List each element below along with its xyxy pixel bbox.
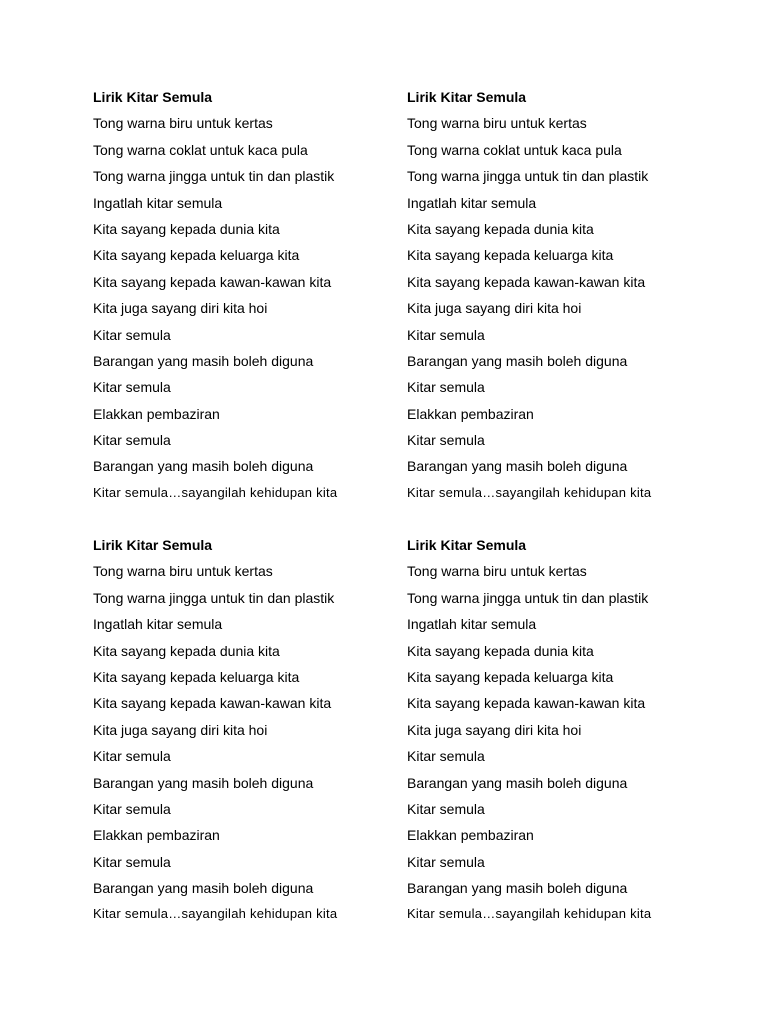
lyric-line: Kitar semula…sayangilah kehidupan kita bbox=[93, 906, 338, 922]
lyric-line: Tong warna coklat untuk kaca pula bbox=[93, 141, 308, 158]
lyric-line: Ingatlah kitar semula bbox=[93, 194, 223, 211]
lyric-line: Tong warna jingga untuk tin dan plastik bbox=[93, 589, 335, 606]
lyric-line: Elakkan pembaziran bbox=[407, 827, 534, 844]
lyric-line: Kitar semula…sayangilah kehidupan kita bbox=[93, 484, 338, 500]
lyric-line: Kita sayang kepada kawan-kawan kita bbox=[93, 273, 332, 290]
lyric-line: Kitar semula bbox=[93, 326, 171, 343]
lyric-line: Kita sayang kepada kawan-kawan kita bbox=[407, 273, 646, 290]
lyric-line: Kitar semula…sayangilah kehidupan kita bbox=[407, 906, 652, 922]
lyric-line: Kitar semula bbox=[407, 379, 485, 396]
lyric-line: Kitar semula bbox=[407, 800, 485, 817]
lyric-line: Kitar semula bbox=[93, 800, 171, 817]
lyric-block bbox=[407, 532, 707, 928]
lyric-block bbox=[407, 84, 707, 506]
lyric-line: Tong warna coklat untuk kaca pula bbox=[407, 141, 622, 158]
lyric-line: Kita sayang kepada kawan-kawan kita bbox=[407, 695, 646, 712]
lyric-title: Lirik Kitar Semula bbox=[407, 89, 527, 105]
lyric-line: Barangan yang masih boleh diguna bbox=[93, 458, 314, 475]
lyric-lines bbox=[407, 110, 707, 506]
lyric-line: Barangan yang masih boleh diguna bbox=[407, 352, 628, 369]
lyric-title: Lirik Kitar Semula bbox=[93, 537, 213, 553]
lyric-line: Kita sayang kepada dunia kita bbox=[407, 220, 594, 237]
lyric-line: Kita juga sayang diri kita hoi bbox=[93, 300, 268, 317]
lyric-line: Ingatlah kitar semula bbox=[407, 616, 537, 633]
lyric-line: Kita sayang kepada kawan-kawan kita bbox=[93, 695, 332, 712]
lyric-line: Kitar semula bbox=[407, 326, 485, 343]
lyric-line: Kita sayang kepada dunia kita bbox=[407, 642, 594, 659]
lyric-lines bbox=[93, 558, 393, 927]
lyric-title: Lirik Kitar Semula bbox=[407, 537, 527, 553]
lyric-line: Kitar semula bbox=[93, 379, 171, 396]
lyric-line: Elakkan pembaziran bbox=[407, 405, 534, 422]
lyric-line: Kita sayang kepada dunia kita bbox=[93, 220, 280, 237]
lyric-line: Tong warna biru untuk kertas bbox=[93, 115, 273, 132]
lyric-line: Kita sayang kepada keluarga kita bbox=[407, 668, 614, 685]
lyric-lines bbox=[93, 110, 393, 506]
lyric-line: Kitar semula…sayangilah kehidupan kita bbox=[407, 484, 652, 500]
lyric-line: Tong warna biru untuk kertas bbox=[93, 563, 273, 580]
lyric-line: Barangan yang masih boleh diguna bbox=[407, 458, 628, 475]
lyric-line: Barangan yang masih boleh diguna bbox=[93, 880, 314, 897]
lyric-line: Tong warna biru untuk kertas bbox=[407, 563, 587, 580]
lyric-line: Ingatlah kitar semula bbox=[407, 194, 537, 211]
lyric-line: Barangan yang masih boleh diguna bbox=[93, 774, 314, 791]
lyric-title: Lirik Kitar Semula bbox=[93, 89, 213, 105]
lyric-line: Ingatlah kitar semula bbox=[93, 616, 223, 633]
lyric-line: Kita sayang kepada keluarga kita bbox=[93, 247, 300, 264]
lyric-line: Kita sayang kepada keluarga kita bbox=[407, 247, 614, 264]
lyric-line: Kitar semula bbox=[93, 748, 171, 765]
lyric-line: Kita juga sayang diri kita hoi bbox=[407, 721, 582, 738]
lyric-line: Kitar semula bbox=[407, 432, 485, 449]
lyric-line: Kita juga sayang diri kita hoi bbox=[93, 721, 268, 738]
lyric-block bbox=[93, 532, 393, 928]
lyric-line: Tong warna jingga untuk tin dan plastik bbox=[407, 168, 649, 185]
lyric-line: Elakkan pembaziran bbox=[93, 827, 220, 844]
lyric-line: Elakkan pembaziran bbox=[93, 405, 220, 422]
lyric-line: Tong warna jingga untuk tin dan plastik bbox=[407, 589, 649, 606]
lyric-line: Kita sayang kepada dunia kita bbox=[93, 642, 280, 659]
lyric-line: Tong warna biru untuk kertas bbox=[407, 115, 587, 132]
lyric-line: Barangan yang masih boleh diguna bbox=[407, 774, 628, 791]
lyric-line: Kitar semula bbox=[407, 853, 485, 870]
lyric-lines bbox=[407, 558, 707, 927]
lyric-line: Kitar semula bbox=[93, 432, 171, 449]
lyric-line: Barangan yang masih boleh diguna bbox=[407, 880, 628, 897]
lyric-block bbox=[93, 84, 393, 506]
lyric-line: Tong warna jingga untuk tin dan plastik bbox=[93, 168, 335, 185]
lyric-line: Kita sayang kepada keluarga kita bbox=[93, 668, 300, 685]
lyric-line: Kitar semula bbox=[407, 748, 485, 765]
lyric-line: Barangan yang masih boleh diguna bbox=[93, 352, 314, 369]
lyric-line: Kitar semula bbox=[93, 853, 171, 870]
lyric-line: Kita juga sayang diri kita hoi bbox=[407, 300, 582, 317]
